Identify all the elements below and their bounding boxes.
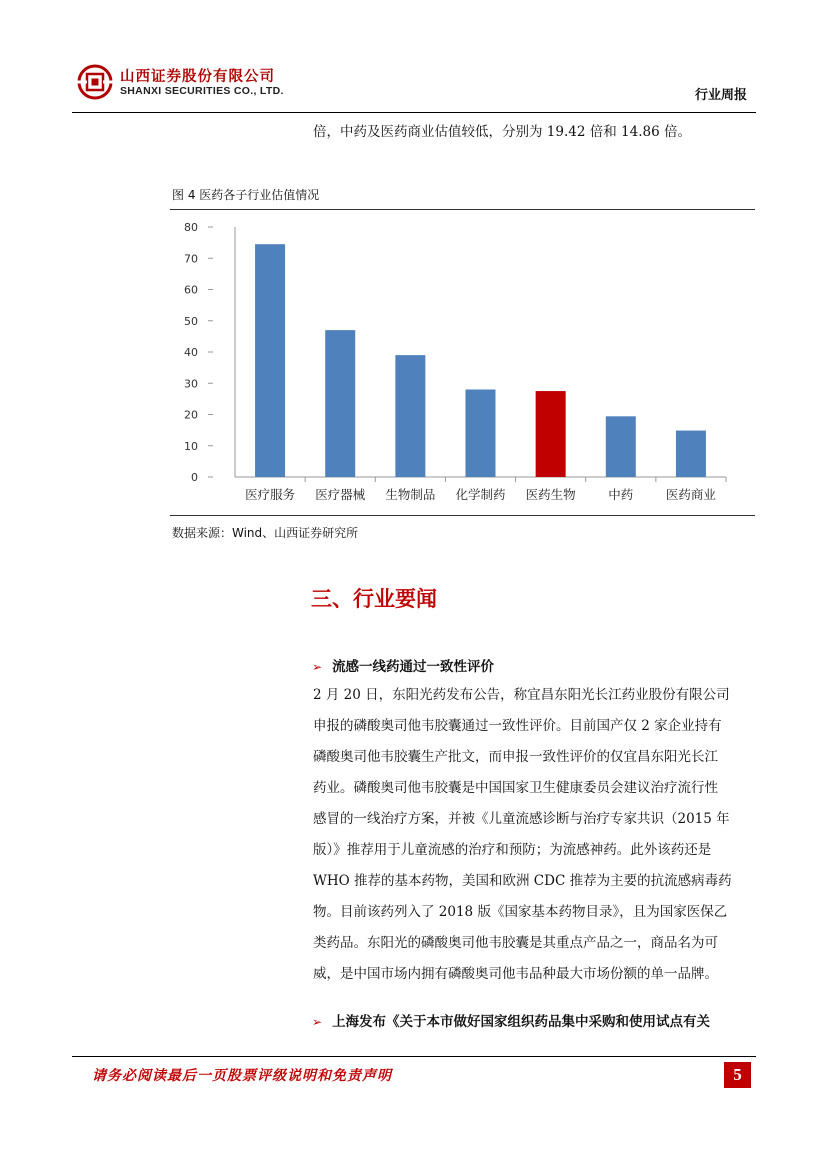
x-category-label: 化学制药 [455,487,506,502]
valuation-bar-chart [170,212,755,512]
news-item-title-row [312,655,494,675]
disclaimer-text: 请务必阅读最后一页股票评级说明和免责声明 [92,1068,392,1084]
paragraph-line: 磷酸奥司他韦胶囊生产批文，而申报一致性评价的仅宜昌东阳光长江 [313,749,718,765]
figure-top-divider [170,209,755,210]
company-name-en: SHANXI SECURITIES CO., LTD. [120,85,284,97]
footer-divider [72,1056,756,1057]
paragraph-line: 威，是中国市场内拥有磷酸奥司他韦品种最大市场份额的单一品牌。 [313,966,718,982]
news-item-title: 上海发布《关于本市做好国家组织药品集中采购和使用试点有关 [332,1014,711,1030]
y-tick-label: 70 [184,252,198,266]
arrow-bullet-icon: ➢ [312,660,323,674]
y-tick-label: 0 [191,471,198,484]
bar [325,330,355,477]
y-tick-label: 20 [184,408,198,422]
header-divider [72,112,756,113]
y-tick-label: 30 [184,377,198,391]
figure-caption: 图 4 医药各子行业估值情况 [172,188,320,202]
figure-data-source: 数据来源：Wind、山西证券研究所 [172,526,359,540]
figure-bottom-divider [170,515,755,516]
page-number: 5 [724,1062,751,1088]
report-type-label: 行业周报 [694,88,747,103]
news-item-title-row [312,1010,710,1030]
intro-paragraph-line: 倍，中药及医药商业估值较低，分别为 19.42 倍和 14.86 倍。 [313,124,691,140]
bar [676,431,706,477]
section-heading: 三、行业要闻 [311,587,437,611]
y-tick-label: 80 [184,221,198,234]
y-tick-label: 50 [184,314,198,328]
paragraph-line: WHO 推荐的基本药物，美国和欧洲 CDC 推荐为主要的抗流感病毒药 [313,873,732,889]
x-category-label: 医疗器械 [315,487,366,502]
x-category-label: 中药 [608,487,634,502]
paragraph-line: 药业。磷酸奥司他韦胶囊是中国国家卫生健康委员会建议治疗流行性 [313,780,718,796]
paragraph-line: 类药品。东阳光的磷酸奥司他韦胶囊是其重点产品之一，商品名为可 [313,935,718,951]
x-category-label: 医药商业 [665,487,716,502]
company-logo-icon [77,64,113,100]
paragraph-line: 版）》推荐用于儿童流感的治疗和预防；为流感神药。此外该药还是 [313,842,712,858]
x-category-label: 医疗服务 [245,487,296,502]
news-item-body [313,680,732,990]
news-item-title: 流感一线药通过一致性评价 [332,659,495,675]
bar [255,244,285,477]
paragraph-line: 物。目前该药列入了 2018 版《国家基本药物目录》，且为国家医保乙 [313,904,728,920]
y-tick-label: 40 [184,346,198,359]
arrow-bullet-icon: ➢ [312,1015,323,1029]
bar [395,355,425,477]
paragraph-line: 2 月 20 日，东阳光药发布公告，称宜昌东阳光长江药业股份有限公司 [313,687,730,703]
x-category-label: 生物制品 [385,487,436,502]
bar [606,416,636,477]
company-name-cn: 山西证券股份有限公司 [120,69,275,85]
x-category-label: 医药生物 [525,487,576,502]
y-tick-label: 60 [184,283,198,297]
paragraph-line: 申报的磷酸奥司他韦胶囊通过一致性评价。目前国产仅 2 家企业持有 [313,718,722,734]
y-tick-label: 10 [184,439,198,453]
paragraph-line: 感冒的一线治疗方案，并被《儿童流感诊断与治疗专家共识（2015 年 [313,811,730,827]
bar [536,391,566,477]
bar [466,390,496,478]
